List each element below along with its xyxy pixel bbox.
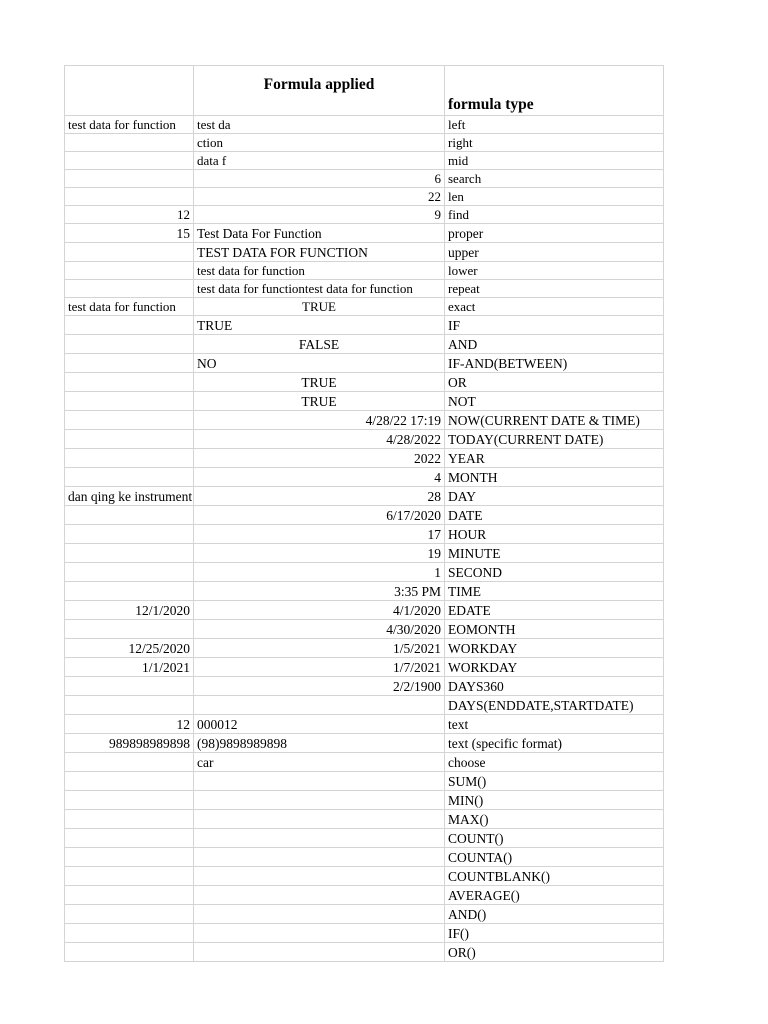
table-row [65,563,664,582]
table-row [65,677,664,696]
cell-c[interactable]: right [445,134,664,152]
cell-b[interactable]: 19 [194,544,445,563]
cell-a[interactable] [65,829,194,848]
table-row [65,224,664,243]
cell-a[interactable] [65,373,194,392]
table-row [65,449,664,468]
cell-a[interactable] [65,449,194,468]
cell-a[interactable] [65,316,194,335]
cell-b[interactable]: 2022 [194,449,445,468]
cell-b[interactable] [194,867,445,886]
cell-b[interactable]: TRUE [194,373,445,392]
table-row [65,544,664,563]
cell-b[interactable]: ction [194,134,445,152]
cell-a[interactable]: 989898989898 [65,734,194,753]
table-row [65,715,664,734]
cell-b[interactable]: Test Data For Function [194,224,445,243]
cell-c[interactable]: AVERAGE() [445,886,664,905]
table-row [65,335,664,354]
cell-a[interactable] [65,430,194,449]
table-row [65,354,664,373]
cell-c[interactable]: choose [445,753,664,772]
cell-a[interactable] [65,696,194,715]
table-row [65,170,664,188]
table-row [65,116,664,134]
cell-a[interactable] [65,152,194,170]
cell-a[interactable] [65,620,194,639]
cell-c[interactable]: mid [445,152,664,170]
cell-a[interactable]: 12/25/2020 [65,639,194,658]
table-row [65,791,664,810]
table-row [65,430,664,449]
table-row [65,867,664,886]
spreadsheet-table [64,65,664,962]
cell-c[interactable]: OR() [445,943,664,962]
cell-b[interactable]: 9 [194,206,445,224]
cell-a[interactable]: test data for function [65,116,194,134]
cell-b[interactable]: test data for functiontest data for function [194,280,445,298]
cell-b[interactable]: 1/7/2021 [194,658,445,677]
cell-c[interactable]: YEAR [445,449,664,468]
cell-a[interactable] [65,924,194,943]
cell-a[interactable]: 12/1/2020 [65,601,194,620]
cell-a[interactable] [65,506,194,525]
cell-c[interactable]: DAY [445,487,664,506]
table-row [65,262,664,280]
cell-b[interactable] [194,810,445,829]
table-row [65,848,664,867]
cell-c[interactable]: TIME [445,582,664,601]
table-row [65,620,664,639]
cell-b[interactable]: 6 [194,170,445,188]
cell-a[interactable] [65,772,194,791]
cell-a[interactable] [65,525,194,544]
cell-b[interactable]: 4 [194,468,445,487]
cell-a[interactable] [65,280,194,298]
cell-c[interactable]: IF [445,316,664,335]
cell-c[interactable]: IF-AND(BETWEEN) [445,354,664,373]
cell-c[interactable]: DATE [445,506,664,525]
cell-b[interactable]: 6/17/2020 [194,506,445,525]
cell-a[interactable]: 15 [65,224,194,243]
cell-b[interactable] [194,905,445,924]
cell-a[interactable] [65,134,194,152]
cell-c[interactable]: lower [445,262,664,280]
cell-b[interactable] [194,886,445,905]
cell-b[interactable] [194,924,445,943]
cell-c[interactable]: WORKDAY [445,658,664,677]
table-row [65,411,664,430]
cell-c[interactable]: EDATE [445,601,664,620]
cell-c[interactable]: HOUR [445,525,664,544]
cell-c[interactable]: EOMONTH [445,620,664,639]
cell-b[interactable]: test data for function [194,262,445,280]
cell-c[interactable]: AND() [445,905,664,924]
cell-b[interactable]: 4/1/2020 [194,601,445,620]
cell-c[interactable]: OR [445,373,664,392]
cell-c[interactable]: COUNTBLANK() [445,867,664,886]
table-row [65,298,664,316]
table-row [65,506,664,525]
cell-c[interactable]: MAX() [445,810,664,829]
cell-b[interactable]: NO [194,354,445,373]
cell-c[interactable]: proper [445,224,664,243]
table-row [65,829,664,848]
table-row [65,905,664,924]
cell-c[interactable]: NOT [445,392,664,411]
table-row [65,658,664,677]
cell-a[interactable] [65,677,194,696]
cell-a[interactable] [65,243,194,262]
cell-b[interactable]: test da [194,116,445,134]
cell-b[interactable]: 28 [194,487,445,506]
table-row [65,392,664,411]
table-row [65,206,664,224]
cell-c[interactable]: left [445,116,664,134]
cell-c[interactable]: upper [445,243,664,262]
cell-b[interactable]: 4/28/22 17:19 [194,411,445,430]
cell-a[interactable]: 12 [65,715,194,734]
cell-c[interactable]: MINUTE [445,544,664,563]
cell-b[interactable]: TRUE [194,316,445,335]
cell-a[interactable] [65,848,194,867]
table-row [65,753,664,772]
table-row [65,468,664,487]
cell-a[interactable] [65,753,194,772]
cell-c[interactable]: NOW(CURRENT DATE & TIME) [445,411,664,430]
cell-c[interactable]: exact [445,298,664,316]
cell-b[interactable]: data f [194,152,445,170]
cell-c[interactable]: search [445,170,664,188]
cell-c[interactable]: AND [445,335,664,354]
cell-a[interactable] [65,392,194,411]
cell-c[interactable]: len [445,188,664,206]
cell-c[interactable]: SECOND [445,563,664,582]
table-row [65,243,664,262]
table-row [65,924,664,943]
table-row [65,696,664,715]
cell-c[interactable]: COUNT() [445,829,664,848]
cell-b[interactable]: 4/28/2022 [194,430,445,449]
cell-a[interactable] [65,188,194,206]
cell-a[interactable]: test data for function [65,298,194,316]
header-cell-1[interactable] [65,66,194,116]
cell-b[interactable] [194,791,445,810]
cell-b[interactable]: 22 [194,188,445,206]
cell-b[interactable]: TEST DATA FOR FUNCTION [194,243,445,262]
table-row [65,316,664,335]
cell-c[interactable]: MONTH [445,468,664,487]
cell-a[interactable] [65,335,194,354]
cell-c[interactable]: WORKDAY [445,639,664,658]
cell-b[interactable] [194,772,445,791]
cell-a[interactable] [65,563,194,582]
cell-a[interactable] [65,544,194,563]
cell-b[interactable]: FALSE [194,335,445,354]
header-formula-type[interactable]: formula type [445,66,664,116]
cell-b[interactable]: TRUE [194,392,445,411]
cell-b[interactable] [194,848,445,867]
cell-a[interactable] [65,791,194,810]
cell-a[interactable] [65,886,194,905]
cell-c[interactable]: DAYS360 [445,677,664,696]
cell-b[interactable]: 3:35 PM [194,582,445,601]
table-row [65,152,664,170]
cell-c[interactable]: COUNTA() [445,848,664,867]
cell-b[interactable]: (98)9898989898 [194,734,445,753]
cell-a[interactable]: 1/1/2021 [65,658,194,677]
cell-a[interactable]: dan qing ke instrument [65,487,194,506]
table-row [65,373,664,392]
cell-b[interactable]: 2/2/1900 [194,677,445,696]
cell-c[interactable]: IF() [445,924,664,943]
sheet-body [65,66,664,962]
cell-a[interactable] [65,354,194,373]
table-row [65,582,664,601]
cell-a[interactable] [65,810,194,829]
header-formula-applied[interactable]: Formula applied [194,66,445,116]
cell-a[interactable] [65,905,194,924]
cell-b[interactable]: 000012 [194,715,445,734]
table-row [65,734,664,753]
table-row [65,772,664,791]
table-row [65,188,664,206]
cell-b[interactable]: 17 [194,525,445,544]
cell-b[interactable] [194,829,445,848]
cell-a[interactable] [65,262,194,280]
cell-c[interactable]: MIN() [445,791,664,810]
cell-a[interactable] [65,468,194,487]
table-row [65,810,664,829]
header-row [65,66,664,116]
cell-c[interactable]: find [445,206,664,224]
cell-a[interactable] [65,943,194,962]
cell-a[interactable] [65,170,194,188]
cell-c[interactable]: repeat [445,280,664,298]
table-row [65,487,664,506]
cell-a[interactable] [65,582,194,601]
table-row [65,943,664,962]
cell-b[interactable]: TRUE [194,298,445,316]
cell-a[interactable] [65,867,194,886]
table-row [65,280,664,298]
cell-b[interactable] [194,696,445,715]
cell-b[interactable]: 4/30/2020 [194,620,445,639]
cell-c[interactable]: TODAY(CURRENT DATE) [445,430,664,449]
cell-c[interactable]: DAYS(ENDDATE,STARTDATE) [445,696,664,715]
cell-b[interactable]: car [194,753,445,772]
cell-c[interactable]: text [445,715,664,734]
cell-b[interactable] [194,943,445,962]
cell-c[interactable]: text (specific format) [445,734,664,753]
cell-a[interactable] [65,411,194,430]
table-row [65,525,664,544]
table-row [65,601,664,620]
table-row [65,886,664,905]
table-row [65,134,664,152]
cell-c[interactable]: SUM() [445,772,664,791]
cell-b[interactable]: 1/5/2021 [194,639,445,658]
table-row [65,639,664,658]
cell-b[interactable]: 1 [194,563,445,582]
cell-a[interactable]: 12 [65,206,194,224]
